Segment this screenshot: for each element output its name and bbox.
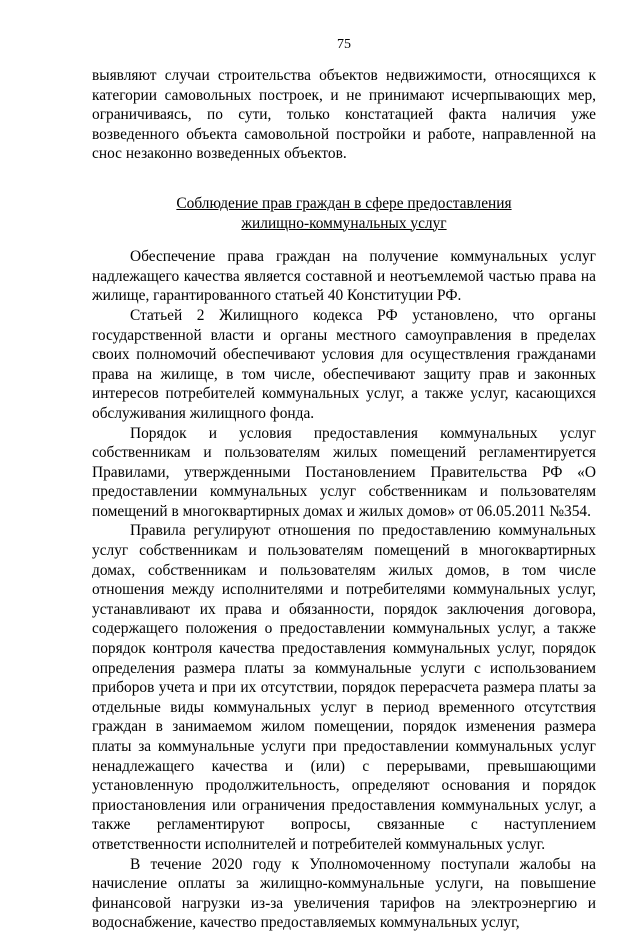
document-body <box>92 66 596 933</box>
section-title <box>92 194 596 233</box>
paragraph-3: Порядок и условия предоставления коммунальных услуг собственникам и пользователям жилых помещений регламентируется Правилами, утвержденными Постановлением Правительства РФ «О предоставлении коммунальных услуг собственникам и пользователям помещений в многоквартирных домах и жилых домов» от 06.05.2011 №354. <box>92 424 596 520</box>
page-number: 75 <box>337 37 351 52</box>
intro-paragraph: выявляют случаи строительства объектов недвижимости, относящихся к категории самовольных построек, и не принимают исчерпывающих мер, ограничиваясь, по сути, только констатацией факта наличия уже возведенного объекта самовольной постройки и работе, направленной на снос незаконно возведенных объектов. <box>92 67 596 163</box>
paragraph-1: Обеспечение права граждан на получение коммунальных услуг надлежащего качества является составной и неотъемлемой частью права на жилище, гарантированного статьей 40 Конституции РФ. <box>92 248 596 305</box>
paragraph-5: В течение 2020 году к Уполномоченному поступали жалобы на начисление оплаты за жилищно-коммунальные услуги, на повышение финансовой нагрузки из-за увеличения тарифов на электроэнергию и водоснабжение, качество предоставляемых коммунальных услуг, <box>92 855 596 932</box>
section-title-line-1: Соблюдение прав граждан в сфере предоставления <box>176 194 512 212</box>
section-title-line-2: жилищно-коммунальных услуг <box>241 214 447 232</box>
paragraph-4: Правила регулируют отношения по предоставлению коммунальных услуг собственникам и пользователям помещений в многоквартирных домах, собственникам и пользователям жилых домов, в том числе отношения между исполнителями и потребителями коммунальных услуг, устанавливают их права и обязанности, порядок заключения договора, содержащего положения о предоставлении коммунальных услуг, а также порядок контроля качества предоставления коммунальных услуг, порядок определения размера платы за коммунальные услуги с использованием приборов учета и при их отсутствии, порядок перерасчета размера платы за отдельные виды коммунальных услуг в период временного отсутствия граждан в занимаемом жилом помещении, порядок изменения размера платы за коммунальные услуги при предоставлении коммунальных услуг ненадлежащего качества и (или) с перерывами, превышающими установленную продолжительность, определяют основания и порядок приостановления или ограничения предоставления коммунальных услуг, а также регламентируют вопросы, связанные с наступлением ответственности исполнителей и потребителей коммунальных услуг. <box>92 522 596 853</box>
paragraph-2: Статьей 2 Жилищного кодекса РФ установлено, что органы государственной власти и органы местного самоуправления в пределах своих полномочий обеспечивают условия для осуществления гражданами права на жилище, в том числе, обеспечивают защиту прав и законных интересов потребителей коммунальных услуг, а также услуг, касающихся обслуживания жилищного фонда. <box>92 306 596 422</box>
